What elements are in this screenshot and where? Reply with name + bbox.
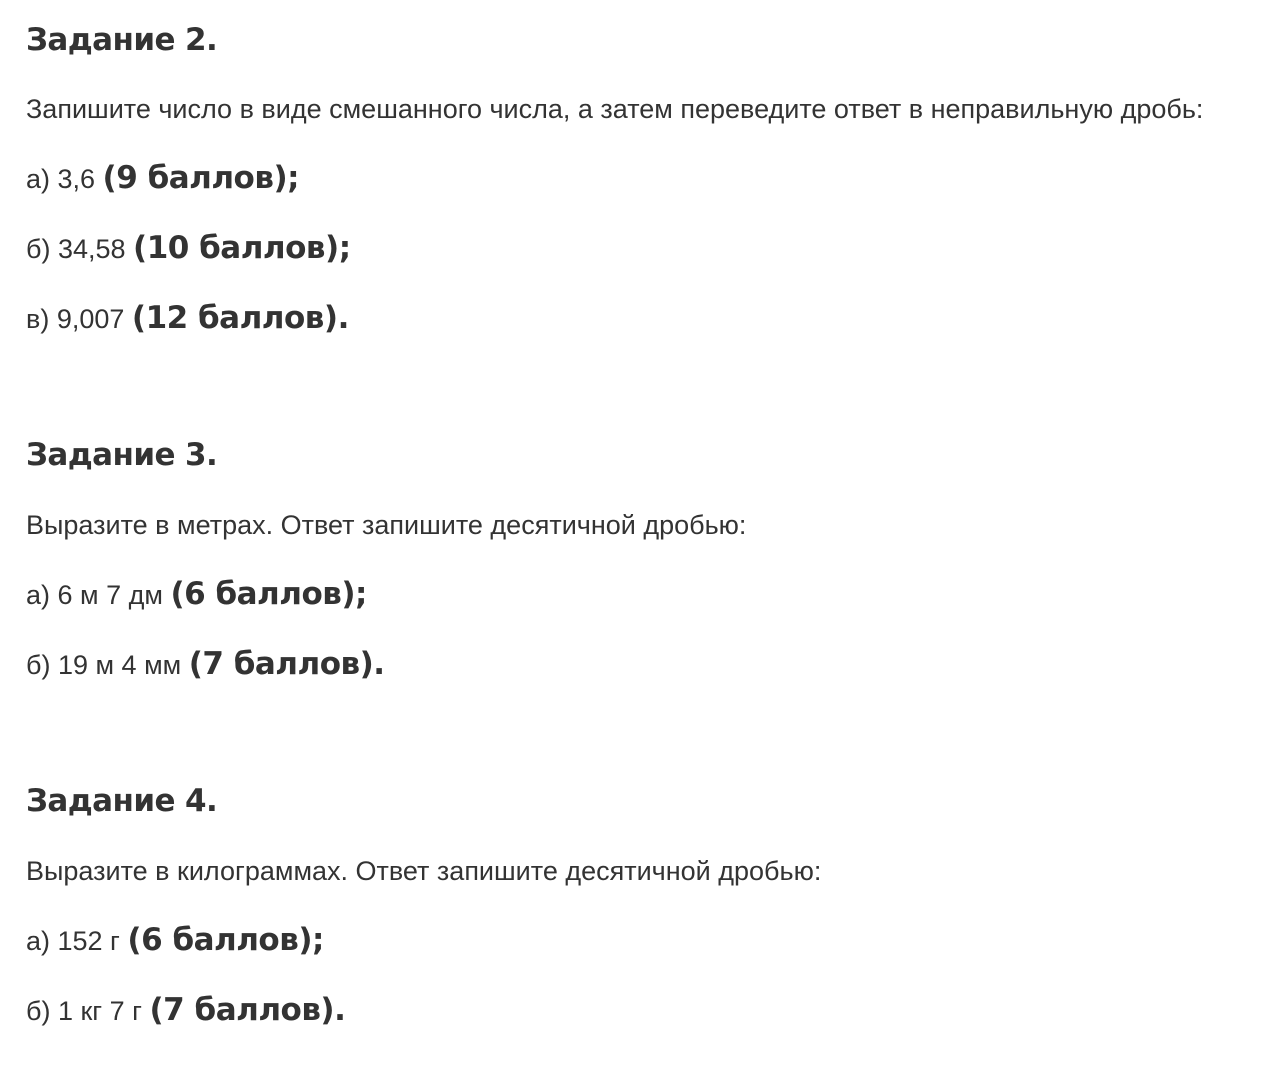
item-text: а) 6 м 7 дм [26, 580, 171, 610]
task-item [26, 298, 349, 339]
task-title: Задание 2. [26, 22, 218, 58]
task-item [26, 920, 324, 961]
task-instruction: Выразите в метрах. Ответ запишите десятичной дробью: [26, 510, 747, 540]
item-text: б) 34,58 [26, 234, 134, 264]
task-instruction: Запишите число в виде смешанного числа, а затем переведите ответ в неправильную дробь: [26, 94, 1204, 124]
task-4 [26, 783, 822, 1028]
task-2 [26, 22, 1204, 336]
item-points: (6 баллов); [170, 576, 367, 612]
task-title: Задание 4. [26, 783, 218, 819]
task-item [26, 574, 367, 615]
task-instruction: Выразите в килограммах. Ответ запишите десятичной дробью: [26, 856, 822, 886]
item-points: (10 баллов); [133, 230, 351, 266]
item-text: а) 152 г [26, 926, 128, 956]
task-item [26, 228, 351, 269]
item-text: б) 19 м 4 мм [26, 650, 189, 680]
task-item [26, 644, 385, 685]
item-text: в) 9,007 [26, 304, 132, 334]
item-points: (6 баллов); [127, 922, 324, 958]
item-points: (12 баллов). [131, 300, 349, 336]
item-points: (7 баллов). [149, 992, 346, 1028]
task-item [26, 158, 299, 199]
task-item [26, 990, 345, 1031]
task-3 [26, 437, 747, 682]
item-text: а) 3,6 [26, 164, 103, 194]
task-title: Задание 3. [26, 437, 218, 473]
item-points: (9 баллов); [102, 160, 300, 196]
item-text: б) 1 кг 7 г [26, 996, 150, 1026]
item-points: (7 баллов). [188, 646, 385, 682]
